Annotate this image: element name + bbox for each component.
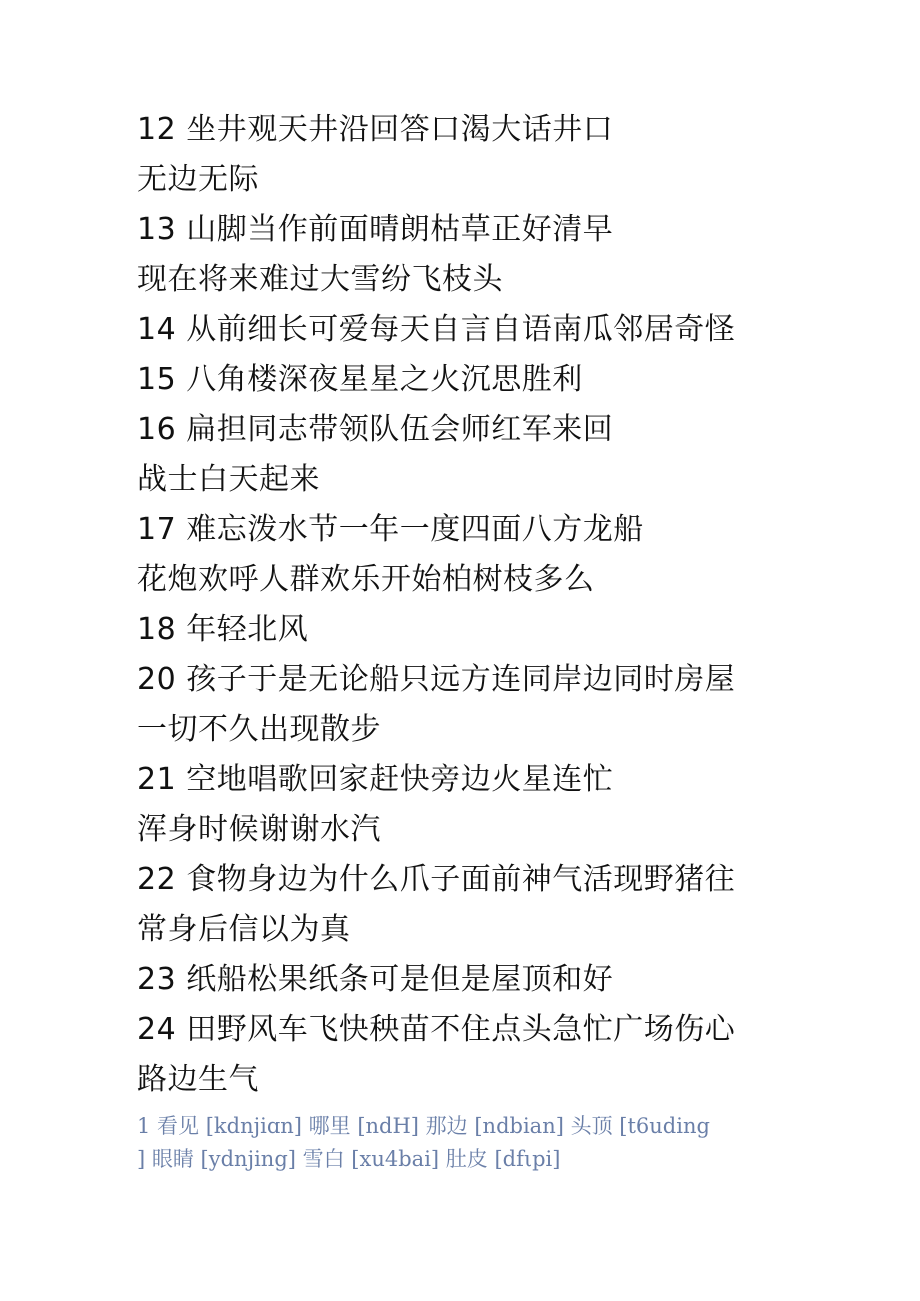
vocab-line: 花炮欢呼人群欢乐开始柏树枝多么 [137,562,595,597]
vocab-line: 一切不久出现散步 [137,712,381,747]
vocab-line: 21 空地唱歌回家赶快旁边火星连忙 [137,762,614,797]
vocab-line: 浑身时候谢谢水汽 [137,812,381,847]
vocab-line: 13 山脚当作前面晴朗枯草正好清早 [137,212,614,247]
vocab-line: 14 从前细长可爱每天自言自语南瓜邻居奇怪 [137,312,736,347]
vocab-line: 12 坐井观天井沿回答口渴大话井口 [137,112,614,147]
vocab-line: 现在将来难过大雪纷飞枝头 [137,262,503,297]
vocab-line: 22 食物身边为什么爪子面前神气活现野猪往 [137,862,736,897]
vocab-line: 18 年轻北风 [137,612,309,647]
vocab-line: 路边生气 [137,1062,259,1097]
vocab-line: 战士白天起来 [137,462,320,497]
pinyin-footnote [137,1110,817,1176]
vocab-line: 23 纸船松果纸条可是但是屋顶和好 [137,962,614,997]
vocab-line: 15 八角楼深夜星星之火沉思胜利 [137,362,583,397]
vocab-line: 20 孩子于是无论船只远方连同岸边同时房屋 [137,662,736,697]
vocab-line: 24 田野风车飞快秧苗不住点头急忙广场伤心 [137,1012,736,1047]
vocab-line: 常身后信以为真 [137,912,351,947]
vocab-line: 17 难忘泼水节一年一度四面八方龙船 [137,512,644,547]
footnote-line: ] 眼睛 [ydnjing] 雪白 [xu4bai] 肚皮 [dfιpi] [137,1147,561,1171]
footnote-line: 1 看见 [kdnjiɑn] 哪里 [ndH] 那边 [ndbian] 头顶 [t6uding [137,1114,710,1138]
vocabulary-list [137,105,837,1105]
vocab-line: 16 扁担同志带领队伍会师红军来回 [137,412,614,447]
vocab-line: 无边无际 [137,162,259,197]
